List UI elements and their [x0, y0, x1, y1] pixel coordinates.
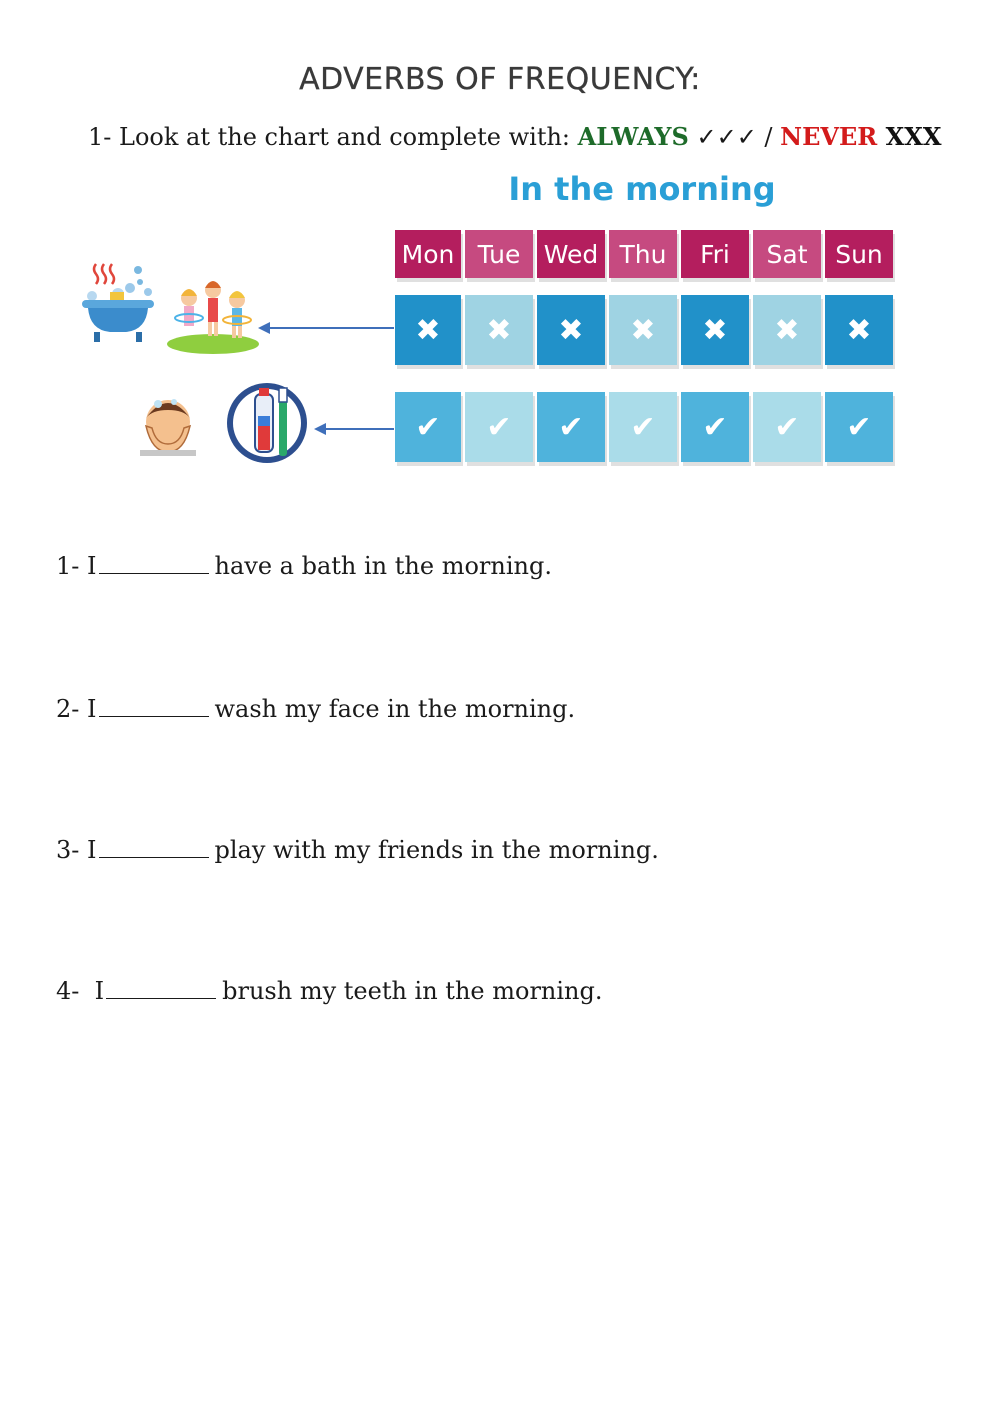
always-mark-tue: ✔	[465, 392, 533, 462]
bathtub-icon	[78, 262, 160, 346]
day-header-mon: Mon	[395, 230, 461, 278]
always-mark-thu: ✔	[609, 392, 677, 462]
day-header-wed: Wed	[537, 230, 605, 278]
instruction-prefix: 1- Look at the chart and complete with:	[88, 123, 578, 151]
exercise-number: 4- I	[56, 977, 105, 1005]
exercise-number: 2- I	[56, 695, 97, 723]
frequency-chart	[388, 168, 903, 484]
exercise-number: 3- I	[56, 836, 97, 864]
answer-blank[interactable]	[106, 978, 216, 999]
always-label: ALWAYS	[577, 122, 689, 151]
always-mark-sun: ✔	[825, 392, 893, 462]
exercise-number: 1- I	[56, 552, 97, 580]
exercise-3	[56, 836, 659, 864]
washing-face-icon	[134, 392, 202, 458]
exercise-text: have a bath in the morning.	[214, 552, 552, 580]
page-title: ADVERBS OF FREQUENCY:	[299, 62, 701, 97]
children-playing-icon	[165, 276, 261, 356]
never-mark-mon: ✖	[395, 295, 461, 365]
day-header-tue: Tue	[465, 230, 533, 278]
arrow-left-icon	[258, 320, 394, 336]
day-header-thu: Thu	[609, 230, 677, 278]
day-header-sat: Sat	[753, 230, 821, 278]
never-mark-sat: ✖	[753, 295, 821, 365]
exercise-text: play with my friends in the morning.	[214, 836, 659, 864]
never-mark-wed: ✖	[537, 295, 605, 365]
answer-blank[interactable]	[99, 553, 209, 574]
never-mark-tue: ✖	[465, 295, 533, 365]
always-mark-sat: ✔	[753, 392, 821, 462]
never-mark-fri: ✖	[681, 295, 749, 365]
always-mark-fri: ✔	[681, 392, 749, 462]
always-mark-wed: ✔	[537, 392, 605, 462]
arrow-left-icon	[314, 421, 394, 437]
day-header-sun: Sun	[825, 230, 893, 278]
exercise-4	[56, 977, 603, 1005]
always-mark-mon: ✔	[395, 392, 461, 462]
chart-title: In the morning	[508, 170, 776, 208]
exercise-text: brush my teeth in the morning.	[222, 977, 603, 1005]
x-marks: XXX	[877, 122, 942, 151]
exercise-text: wash my face in the morning.	[214, 695, 576, 723]
exercise-2	[56, 695, 575, 723]
day-header-fri: Fri	[681, 230, 749, 278]
answer-blank[interactable]	[99, 696, 209, 717]
check-marks: ✓✓✓ /	[688, 123, 781, 151]
answer-blank[interactable]	[99, 837, 209, 858]
toothbrush-toothpaste-icon	[225, 380, 309, 466]
never-label: NEVER	[780, 122, 878, 151]
instruction	[88, 122, 941, 151]
exercise-1	[56, 552, 552, 580]
never-mark-sun: ✖	[825, 295, 893, 365]
never-mark-thu: ✖	[609, 295, 677, 365]
